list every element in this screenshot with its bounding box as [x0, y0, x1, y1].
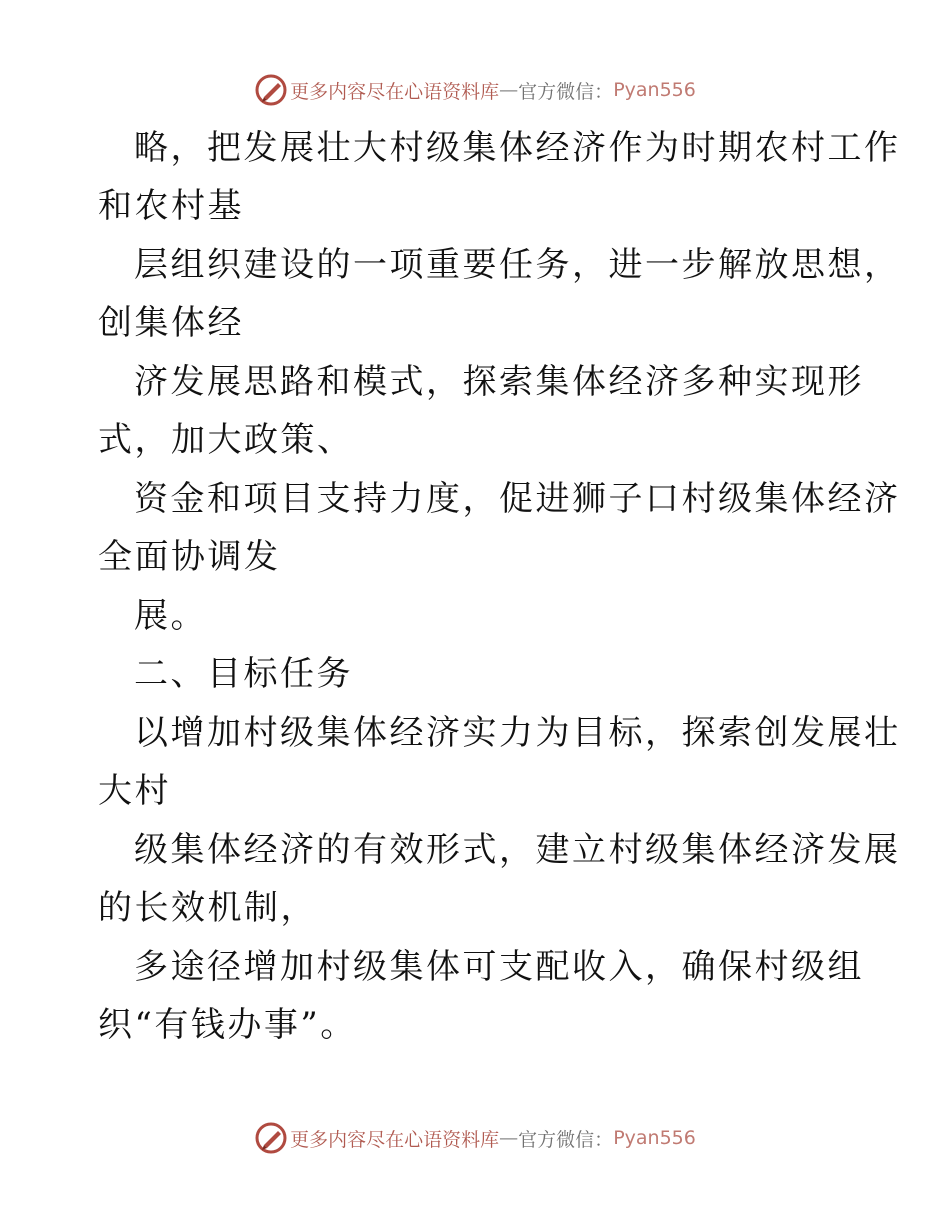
body-line: 全面协调发 [98, 537, 281, 577]
body-line: 大村 [98, 771, 171, 811]
watermark-wechat-id: Pyan556 [613, 1127, 696, 1149]
watermark-dash: — [499, 79, 519, 101]
pen-logo-icon [254, 1121, 288, 1155]
body-line: 资金和项目支持力度，促进狮子口村级集体经济 [134, 479, 901, 519]
watermark-wechat-id: Pyan556 [613, 79, 696, 101]
body-line: 略，把发展壮大村级集体经济作为时期农村工作 [134, 128, 901, 168]
watermark-dash: — [499, 1127, 519, 1149]
section-heading: 二、目标任务 [134, 654, 353, 694]
body-line: 济发展思路和模式，探索集体经济多种实现形 [134, 362, 864, 402]
body-line: 和农村基 [98, 186, 244, 226]
body-line: 展。 [134, 596, 207, 636]
footer-watermark [0, 1118, 950, 1158]
body-line: 的长效机制， [98, 888, 317, 928]
body-line: 以增加村级集体经济实力为目标，探索创发展壮 [134, 713, 901, 753]
body-line: 级集体经济的有效形式，建立村级集体经济发展 [134, 830, 901, 870]
watermark-wechat-label: 官方微信： [518, 1128, 614, 1151]
body-line: 式，加大政策、 [98, 420, 354, 460]
watermark-text: 更多内容尽在心语资料库 [290, 1128, 500, 1151]
watermark-wechat-label: 官方微信： [518, 80, 614, 103]
body-line: 织“有钱办事”。 [98, 1005, 357, 1045]
watermark-text: 更多内容尽在心语资料库 [290, 80, 500, 103]
body-line: 创集体经 [98, 303, 244, 343]
body-line: 层组织建设的一项重要任务，进一步解放思想， [134, 245, 901, 285]
body-line: 多途径增加村级集体可支配收入，确保村级组 [134, 947, 864, 987]
